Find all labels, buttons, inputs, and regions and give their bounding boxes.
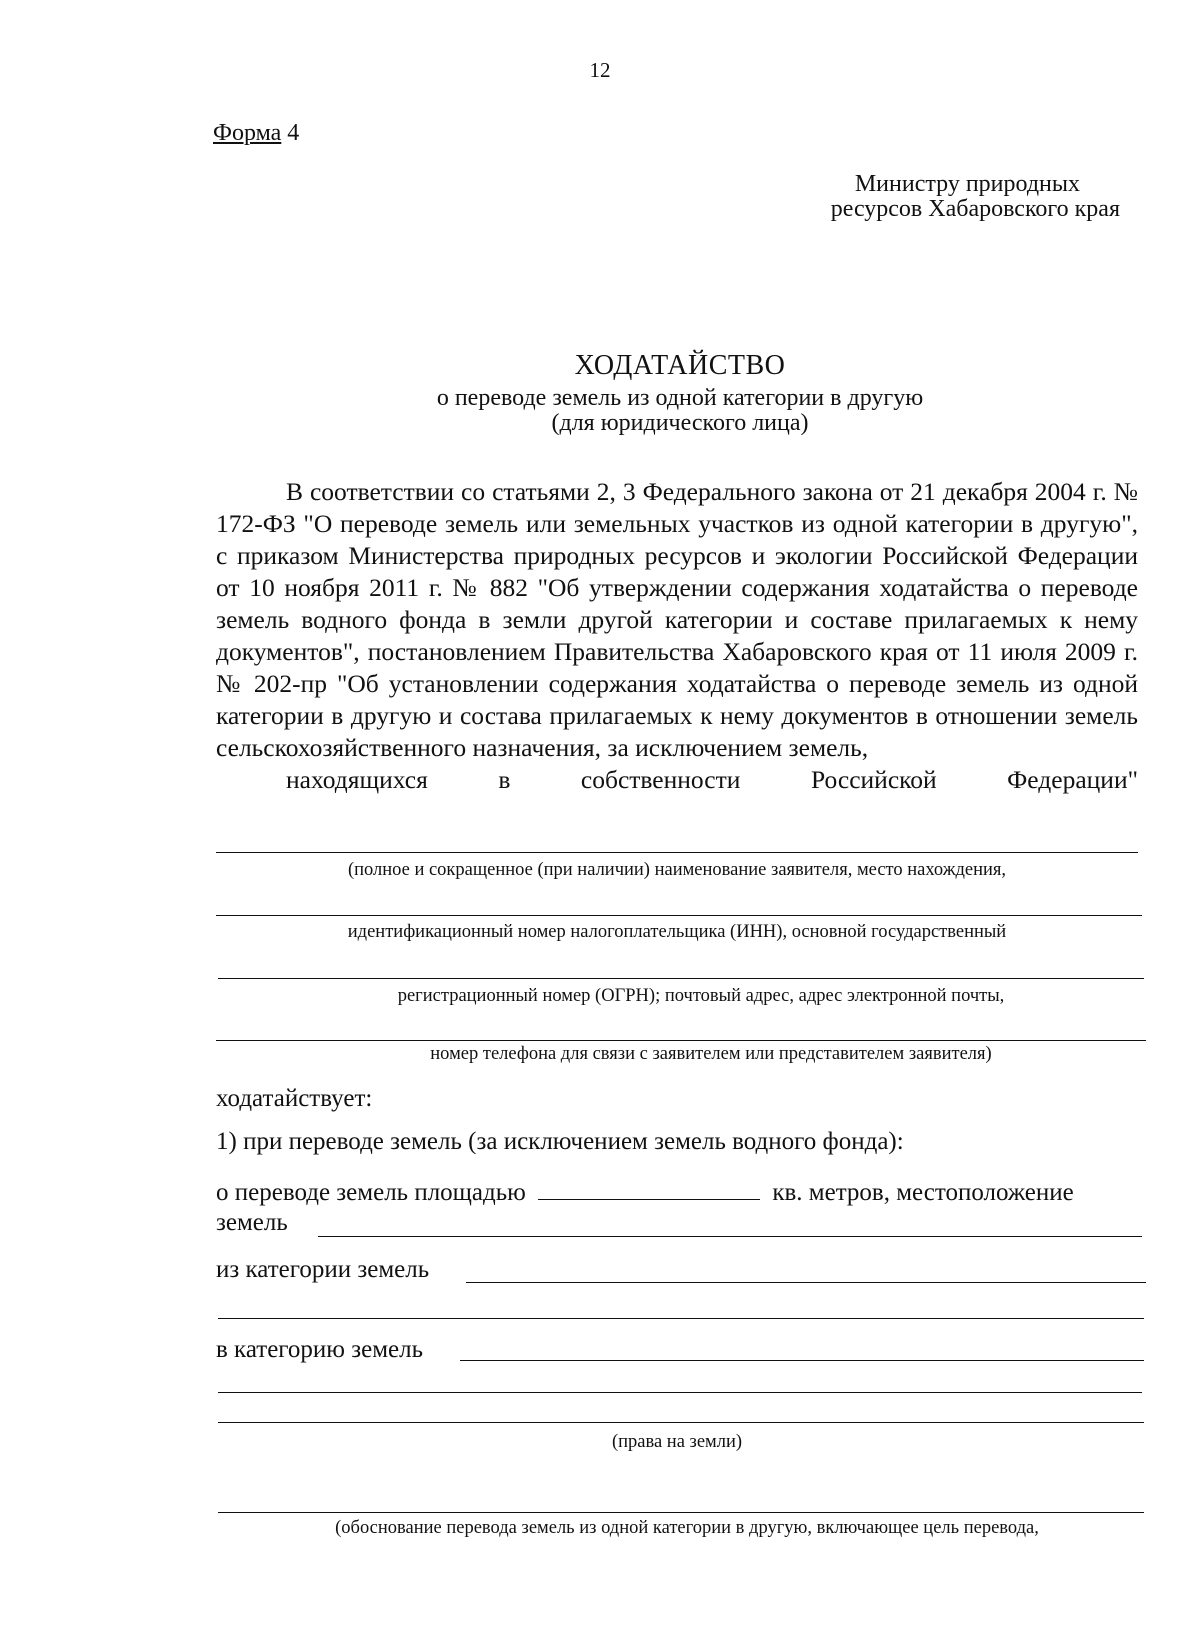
caption-inn: идентификационный номер налогоплательщика (ИНН), основной государственный	[347, 922, 1007, 942]
body-last-line: находящихся в собственности Российской Федерации"	[286, 765, 1138, 794]
area-field[interactable]	[538, 1177, 760, 1200]
from-category-field-2[interactable]	[218, 1318, 1144, 1319]
applicant-phone-line[interactable]	[216, 1040, 1146, 1041]
justification-line[interactable]	[218, 1512, 1144, 1513]
caption-applicant-name: (полное и сокращенное (при наличии) наименование заявителя, место нахождения,	[347, 860, 1007, 880]
location-field[interactable]	[318, 1236, 1142, 1237]
applicant-ogrn-line[interactable]	[218, 978, 1144, 979]
form-label-word: Форма	[213, 120, 282, 146]
to-category-label: в категорию земель	[216, 1336, 423, 1363]
addressee	[600, 172, 1120, 222]
addressee-line-2: ресурсов Хабаровского края	[830, 196, 1120, 223]
subtitle-line-2: (для юридического лица)	[551, 410, 809, 437]
caption-ogrn: регистрационный номер (ОГРН); почтовый адрес, адрес электронной почты,	[397, 986, 1005, 1006]
applicant-name-line[interactable]	[216, 852, 1138, 853]
subtitle-line-1: о переводе земель из одной категории в другую	[436, 385, 924, 411]
caption-phone: номер телефона для связи с заявителем или представителем заявителя)	[430, 1044, 992, 1064]
to-category-field-2[interactable]	[218, 1392, 1142, 1393]
form-label-number: 4	[281, 120, 300, 146]
from-category-field[interactable]	[466, 1282, 1146, 1283]
from-category-label: из категории земель	[216, 1256, 430, 1283]
addressee-line-1: Министру природных	[854, 171, 1080, 197]
area-prefix: о переводе земель площадью	[216, 1179, 526, 1206]
land-rights-line[interactable]	[218, 1422, 1144, 1423]
form-label	[213, 120, 299, 147]
page-number: 12	[589, 58, 611, 82]
petitions-label: ходатайствует:	[216, 1085, 373, 1112]
location-label: земель	[216, 1209, 288, 1236]
body-paragraph	[216, 476, 1138, 796]
caption-justification: (обоснование перевода земель из одной категории в другую, включающее цель перевода,	[335, 1518, 1039, 1538]
applicant-inn-line[interactable]	[216, 915, 1142, 916]
item-1-heading: 1) при переводе земель (за исключением земель водного фонда):	[216, 1128, 904, 1155]
document-subtitle	[0, 386, 1200, 436]
body-main-text: В соответствии со статьями 2, 3 Федерального закона от 21 декабря 2004 г. № 172-ФЗ "О переводе земель или земельных участков из одной категории в другую", с приказом Министерства природных ресурсов и экологии Российской Федерации от 10 ноября 2011 г. № 882 "Об утверждении содержания ходатайства о переводе земель водного фонда в земли другой категории и составе прилагаемых к нему документов", постановлением Правительства Хабаровского края от 11 июля 2009 г. № 202-пр "Об установлении содержания ходатайства о переводе земель из одной категории в другую и состава прилагаемых к нему документов в отношении земель сельскохозяйственного назначения, за исключением земель,	[216, 477, 1138, 762]
caption-land-rights: (права на земли)	[611, 1432, 743, 1452]
to-category-field[interactable]	[460, 1360, 1144, 1361]
document-title: ХОДАТАЙСТВО	[574, 350, 786, 381]
area-row	[216, 1177, 1074, 1207]
area-suffix: кв. метров, местоположение	[772, 1179, 1074, 1206]
